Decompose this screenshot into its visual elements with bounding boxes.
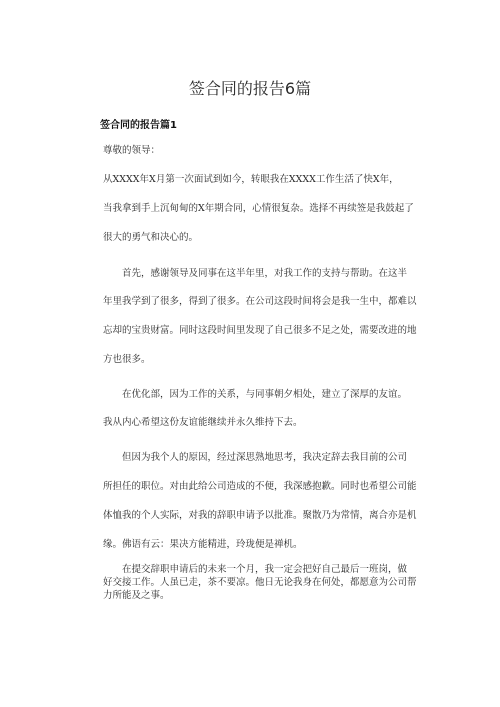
section-heading: 签合同的报告篇1 bbox=[100, 120, 177, 131]
paragraph-5-line-3: 力所能及之事。 bbox=[103, 590, 170, 601]
paragraph-5-line-2: 好交接工作。人虽已走，茶不要凉。他日无论我身在何处，都愿意为公司帮 bbox=[103, 577, 417, 588]
paragraph-3-line-2: 我从内心希望这份友谊能继续并永久维持下去。 bbox=[103, 417, 303, 428]
paragraph-4-line-2: 所担任的职位。对由此给公司造成的不便，我深感抱歉。同时也希望公司能 bbox=[103, 481, 417, 492]
paragraph-3-line-1: 在优化部，因为工作的关系，与同事朝夕相处，建立了深厚的友谊。 bbox=[122, 389, 408, 400]
paragraph-4-line-3: 体恤我的个人实际，对我的辞职申请予以批准。聚散乃为常情，离合亦是机 bbox=[103, 510, 417, 521]
paragraph-2-line-3: 忘却的宝贵财富。同时这段时间里发现了自己很多不足之处，需要改进的地 bbox=[103, 325, 417, 336]
paragraph-1-line-2: 当我拿到手上沉甸甸的X年期合同，心情很复杂。选择不再续签是我鼓起了 bbox=[103, 203, 414, 214]
paragraph-4-line-1: 但因为我个人的原因，经过深思熟地思考，我决定辞去我目前的公司 bbox=[122, 452, 408, 463]
paragraph-5-line-1: 在提交辞职申请后的未来一个月，我一定会把好自己最后一班岗，做 bbox=[122, 564, 408, 575]
document-title: 签合同的报告6篇 bbox=[188, 79, 312, 98]
salutation: 尊敬的领导： bbox=[103, 145, 161, 156]
paragraph-2-line-1: 首先，感谢领导及同事在这半年里，对我工作的支持与帮助。在这半 bbox=[122, 268, 408, 279]
paragraph-1-line-3: 很大的勇气和决心的。 bbox=[103, 232, 199, 243]
paragraph-2-line-2: 年里我学到了很多，得到了很多。在公司这段时间将会是我一生中，都难以 bbox=[103, 296, 417, 307]
paragraph-4-line-4: 缘。佛语有云：果决方能精进，玲珑便是禅机。 bbox=[103, 539, 303, 550]
paragraph-2-line-4: 方也很多。 bbox=[103, 354, 151, 365]
paragraph-1-line-1: 从XXXX年X月第一次面试到如今，转眼我在XXXX工作生活了快X年， bbox=[103, 174, 399, 185]
